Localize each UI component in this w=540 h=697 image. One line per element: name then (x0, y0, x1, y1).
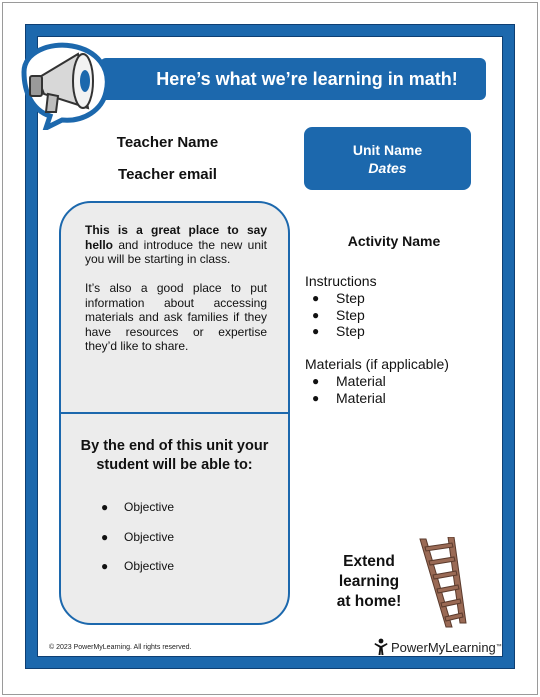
intro-hello-rest: and introduce the new unit you will be starting in class. (85, 237, 267, 266)
material-item (312, 373, 386, 390)
unit-name: Unit Name (352, 141, 423, 158)
bullet-icon: ● (312, 324, 320, 339)
step-item (312, 307, 365, 324)
bullet-icon: ● (101, 500, 109, 514)
teacher-name: Teacher Name (116, 134, 219, 151)
objectives-heading: By the end of this unit your student will be able to: (80, 438, 269, 473)
bullet-icon: ● (101, 559, 109, 573)
step-item (312, 290, 365, 307)
materials-label: Materials (if applicable) (305, 356, 449, 372)
step-label: Step (336, 323, 365, 340)
step-label: Step (336, 290, 365, 307)
objective-label: Objective (124, 500, 175, 514)
material-item (312, 390, 386, 407)
unit-box (304, 127, 471, 190)
steps-list (312, 290, 365, 340)
extend-learning-text: Extend learning at home! (336, 553, 402, 610)
material-label: Material (336, 389, 386, 406)
objective-item (101, 559, 174, 589)
material-label: Material (336, 373, 386, 390)
card-divider (61, 412, 288, 414)
step-item (312, 323, 365, 340)
ladder-icon (408, 537, 470, 629)
objectives-list (101, 500, 174, 589)
bullet-icon: ● (312, 390, 320, 405)
bullet-icon: ● (312, 374, 320, 389)
materials-list (312, 373, 386, 406)
megaphone-icon (16, 38, 116, 130)
objective-item (101, 530, 174, 560)
unit-dates: Dates (368, 159, 407, 176)
activity-name: Activity Name (347, 233, 441, 249)
brand-trademark: ™ (495, 644, 502, 650)
intro-paragraph-2: It’s also a good place to put information about accessing materials and ask families if they have resources or expertise they’d like to share. (85, 281, 267, 353)
title-banner (100, 58, 486, 100)
brand-logo (374, 638, 502, 656)
intro-hello-bold: This is a great place to say hello (85, 223, 267, 252)
bullet-icon: ● (312, 307, 320, 322)
intro-paragraph-1 (85, 223, 267, 267)
intro-text (85, 223, 267, 368)
person-icon (374, 638, 388, 656)
footer-copyright: © 2023 PowerMyLearning. All rights reserved. (49, 644, 192, 651)
page-title: Here’s what we’re learning in math! (156, 68, 458, 89)
step-label: Step (336, 306, 365, 323)
objective-item (101, 500, 174, 530)
brand-name: PowerMyLearning (391, 639, 496, 655)
objective-label: Objective (124, 559, 175, 573)
teacher-email: Teacher email (118, 166, 217, 183)
bullet-icon: ● (312, 291, 320, 306)
objective-label: Objective (124, 529, 175, 544)
bullet-icon: ● (101, 529, 109, 544)
intro-card (59, 201, 290, 625)
instructions-label: Instructions (305, 273, 377, 289)
